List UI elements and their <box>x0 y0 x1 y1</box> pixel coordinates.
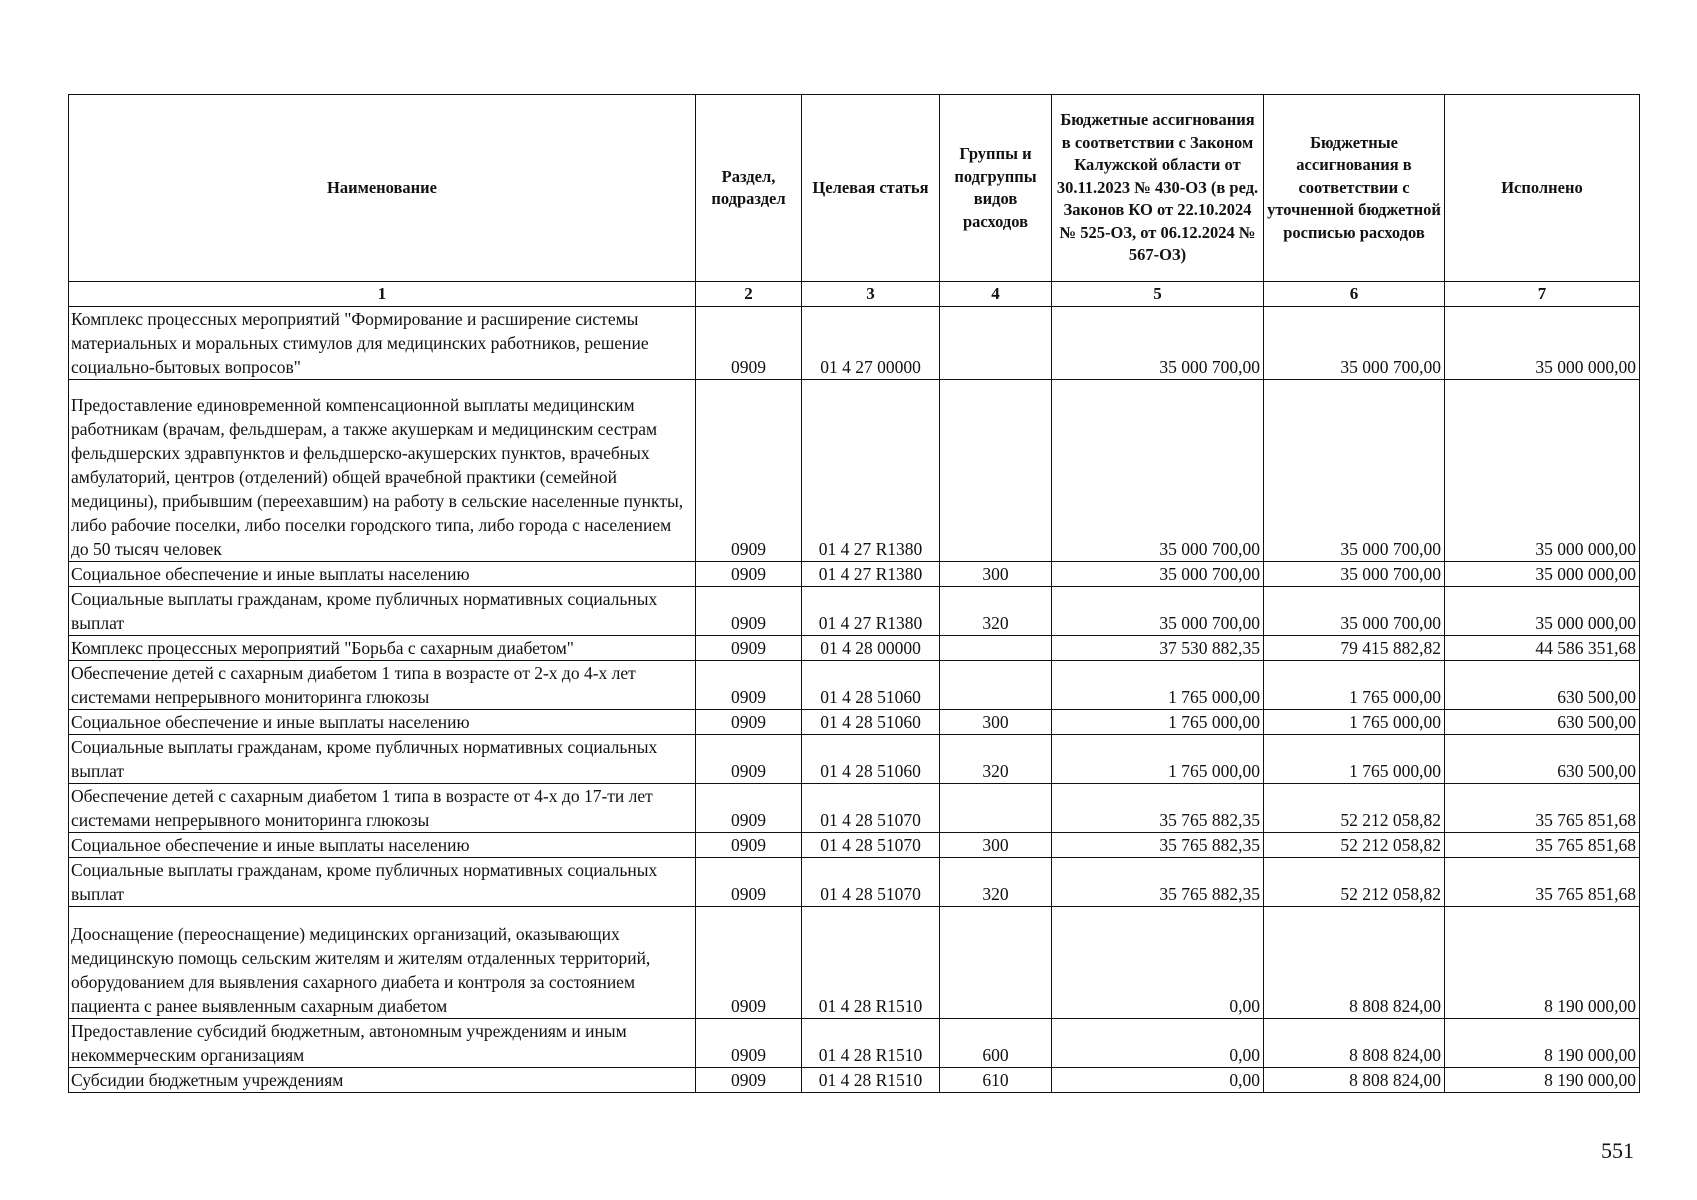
header-target: Целевая статья <box>802 95 940 282</box>
row-executed-amount: 35 765 851,68 <box>1445 833 1640 858</box>
row-group <box>940 907 1052 1019</box>
row-group: 320 <box>940 735 1052 784</box>
row-section: 0909 <box>696 858 802 907</box>
table-row <box>69 1019 1640 1068</box>
column-number: 6 <box>1264 282 1445 307</box>
row-executed-amount: 8 190 000,00 <box>1445 1068 1640 1093</box>
row-executed-amount: 35 000 000,00 <box>1445 380 1640 562</box>
row-law-amount: 35 765 882,35 <box>1052 858 1264 907</box>
row-target: 01 4 27 R1380 <box>802 380 940 562</box>
row-refined-amount: 52 212 058,82 <box>1264 784 1445 833</box>
row-refined-amount: 35 000 700,00 <box>1264 562 1445 587</box>
table-row <box>69 587 1640 636</box>
row-refined-amount: 1 765 000,00 <box>1264 735 1445 784</box>
row-target: 01 4 28 51070 <box>802 858 940 907</box>
row-group: 300 <box>940 562 1052 587</box>
column-number: 2 <box>696 282 802 307</box>
row-section: 0909 <box>696 1068 802 1093</box>
row-target: 01 4 28 51070 <box>802 784 940 833</box>
row-law-amount: 35 000 700,00 <box>1052 587 1264 636</box>
row-name: Социальные выплаты гражданам, кроме публичных нормативных социальных выплат <box>69 587 696 636</box>
row-group <box>940 661 1052 710</box>
row-name: Обеспечение детей с сахарным диабетом 1 типа в возрасте от 4-х до 17-ти лет системами непрерывного мониторинга глюкозы <box>69 784 696 833</box>
column-number: 5 <box>1052 282 1264 307</box>
header-section: Раздел, подраздел <box>696 95 802 282</box>
row-law-amount: 0,00 <box>1052 1019 1264 1068</box>
row-refined-amount: 79 415 882,82 <box>1264 636 1445 661</box>
row-section: 0909 <box>696 1019 802 1068</box>
budget-table <box>68 94 1640 1093</box>
row-section: 0909 <box>696 380 802 562</box>
row-section: 0909 <box>696 735 802 784</box>
row-name: Социальное обеспечение и иные выплаты населению <box>69 710 696 735</box>
row-executed-amount: 35 000 000,00 <box>1445 587 1640 636</box>
row-executed-amount: 44 586 351,68 <box>1445 636 1640 661</box>
row-refined-amount: 8 808 824,00 <box>1264 907 1445 1019</box>
table-row <box>69 1068 1640 1093</box>
row-refined-amount: 35 000 700,00 <box>1264 380 1445 562</box>
row-executed-amount: 8 190 000,00 <box>1445 1019 1640 1068</box>
row-law-amount: 1 765 000,00 <box>1052 661 1264 710</box>
header-executed: Исполнено <box>1445 95 1640 282</box>
row-name: Социальные выплаты гражданам, кроме публичных нормативных социальных выплат <box>69 735 696 784</box>
row-law-amount: 0,00 <box>1052 1068 1264 1093</box>
row-executed-amount: 630 500,00 <box>1445 710 1640 735</box>
row-name: Предоставление субсидий бюджетным, автономным учреждениям и иным некоммерческим организациям <box>69 1019 696 1068</box>
header-law-appropriations: Бюджетные ассигнования в соответствии с Законом Калужской области от 30.11.2023 № 430-ОЗ (в ред. Законов КО от 22.10.2024 № 525-ОЗ, от 06.12.2024 № 567-ОЗ) <box>1052 95 1264 282</box>
row-group: 300 <box>940 710 1052 735</box>
row-group: 320 <box>940 858 1052 907</box>
row-name: Социальное обеспечение и иные выплаты населению <box>69 562 696 587</box>
row-executed-amount: 35 765 851,68 <box>1445 784 1640 833</box>
row-name: Комплекс процессных мероприятий "Формирование и расширение системы материальных и моральных стимулов для медицинских работников, решение социально-бытовых вопросов" <box>69 307 696 380</box>
row-executed-amount: 35 000 000,00 <box>1445 562 1640 587</box>
column-number-row <box>69 282 1640 307</box>
row-executed-amount: 35 000 000,00 <box>1445 307 1640 380</box>
table-header <box>69 95 1640 307</box>
row-group <box>940 784 1052 833</box>
column-number: 1 <box>69 282 696 307</box>
column-number: 3 <box>802 282 940 307</box>
table-row <box>69 784 1640 833</box>
row-law-amount: 35 765 882,35 <box>1052 784 1264 833</box>
row-name: Субсидии бюджетным учреждениям <box>69 1068 696 1093</box>
row-target: 01 4 28 R1510 <box>802 1019 940 1068</box>
row-name: Дооснащение (переоснащение) медицинских организаций, оказывающих медицинскую помощь сельским жителям и жителям отдаленных территорий, оборудованием для выявления сахарного диабета и контроля за состоянием пациента с ранее выявленным сахарным диабетом <box>69 907 696 1019</box>
row-executed-amount: 630 500,00 <box>1445 661 1640 710</box>
row-refined-amount: 35 000 700,00 <box>1264 587 1445 636</box>
row-target: 01 4 27 R1380 <box>802 587 940 636</box>
row-target: 01 4 28 00000 <box>802 636 940 661</box>
row-law-amount: 1 765 000,00 <box>1052 735 1264 784</box>
table-body <box>69 307 1640 1093</box>
row-refined-amount: 52 212 058,82 <box>1264 833 1445 858</box>
row-section: 0909 <box>696 907 802 1019</box>
row-group: 300 <box>940 833 1052 858</box>
row-executed-amount: 630 500,00 <box>1445 735 1640 784</box>
row-law-amount: 35 000 700,00 <box>1052 380 1264 562</box>
row-executed-amount: 35 765 851,68 <box>1445 858 1640 907</box>
row-target: 01 4 28 51060 <box>802 735 940 784</box>
row-refined-amount: 1 765 000,00 <box>1264 710 1445 735</box>
row-target: 01 4 28 51060 <box>802 661 940 710</box>
table-row <box>69 907 1640 1019</box>
row-target: 01 4 27 00000 <box>802 307 940 380</box>
page-number: 551 <box>1601 1138 1634 1163</box>
row-refined-amount: 8 808 824,00 <box>1264 1019 1445 1068</box>
row-law-amount: 35 000 700,00 <box>1052 562 1264 587</box>
row-executed-amount: 8 190 000,00 <box>1445 907 1640 1019</box>
row-refined-amount: 8 808 824,00 <box>1264 1068 1445 1093</box>
table-row <box>69 710 1640 735</box>
row-section: 0909 <box>696 710 802 735</box>
row-target: 01 4 28 51070 <box>802 833 940 858</box>
row-target: 01 4 28 51060 <box>802 710 940 735</box>
column-number: 4 <box>940 282 1052 307</box>
row-group: 610 <box>940 1068 1052 1093</box>
table-row <box>69 307 1640 380</box>
table-row <box>69 858 1640 907</box>
header-refined-appropriations: Бюджетные ассигнования в соответствии с уточненной бюджетной росписью расходов <box>1264 95 1445 282</box>
row-group: 320 <box>940 587 1052 636</box>
row-refined-amount: 35 000 700,00 <box>1264 307 1445 380</box>
column-number: 7 <box>1445 282 1640 307</box>
row-section: 0909 <box>696 636 802 661</box>
table-row <box>69 735 1640 784</box>
table-row <box>69 833 1640 858</box>
header-groups: Группы и подгруппы видов расходов <box>940 95 1052 282</box>
row-refined-amount: 1 765 000,00 <box>1264 661 1445 710</box>
row-law-amount: 35 000 700,00 <box>1052 307 1264 380</box>
row-name: Комплекс процессных мероприятий "Борьба с сахарным диабетом" <box>69 636 696 661</box>
table-row <box>69 636 1640 661</box>
row-group <box>940 380 1052 562</box>
row-law-amount: 37 530 882,35 <box>1052 636 1264 661</box>
row-group: 600 <box>940 1019 1052 1068</box>
row-law-amount: 35 765 882,35 <box>1052 833 1264 858</box>
row-law-amount: 0,00 <box>1052 907 1264 1019</box>
row-name: Предоставление единовременной компенсационной выплаты медицинским работникам (врачам, фельдшерам, а также акушеркам и медицинским сестрам фельдшерских здравпунктов и фельдшерско-акушерских пунктов, врачебных амбулаторий, центров (отделений) общей врачебной практики (семейной медицины), прибывшим (переехавшим) на работу в сельские населенные пункты, либо рабочие поселки, либо поселки городского типа, либо города с населением до 50 тысяч человек <box>69 380 696 562</box>
row-refined-amount: 52 212 058,82 <box>1264 858 1445 907</box>
row-name: Социальное обеспечение и иные выплаты населению <box>69 833 696 858</box>
row-group <box>940 307 1052 380</box>
row-name: Социальные выплаты гражданам, кроме публичных нормативных социальных выплат <box>69 858 696 907</box>
row-section: 0909 <box>696 784 802 833</box>
table-row <box>69 380 1640 562</box>
row-section: 0909 <box>696 661 802 710</box>
header-name: Наименование <box>69 95 696 282</box>
row-target: 01 4 28 R1510 <box>802 1068 940 1093</box>
row-section: 0909 <box>696 562 802 587</box>
row-target: 01 4 28 R1510 <box>802 907 940 1019</box>
row-group <box>940 636 1052 661</box>
table-row <box>69 661 1640 710</box>
row-section: 0909 <box>696 307 802 380</box>
row-law-amount: 1 765 000,00 <box>1052 710 1264 735</box>
row-section: 0909 <box>696 833 802 858</box>
header-row <box>69 95 1640 282</box>
row-target: 01 4 27 R1380 <box>802 562 940 587</box>
row-section: 0909 <box>696 587 802 636</box>
table-row <box>69 562 1640 587</box>
row-name: Обеспечение детей с сахарным диабетом 1 типа в возрасте от 2-х до 4-х лет системами непрерывного мониторинга глюкозы <box>69 661 696 710</box>
